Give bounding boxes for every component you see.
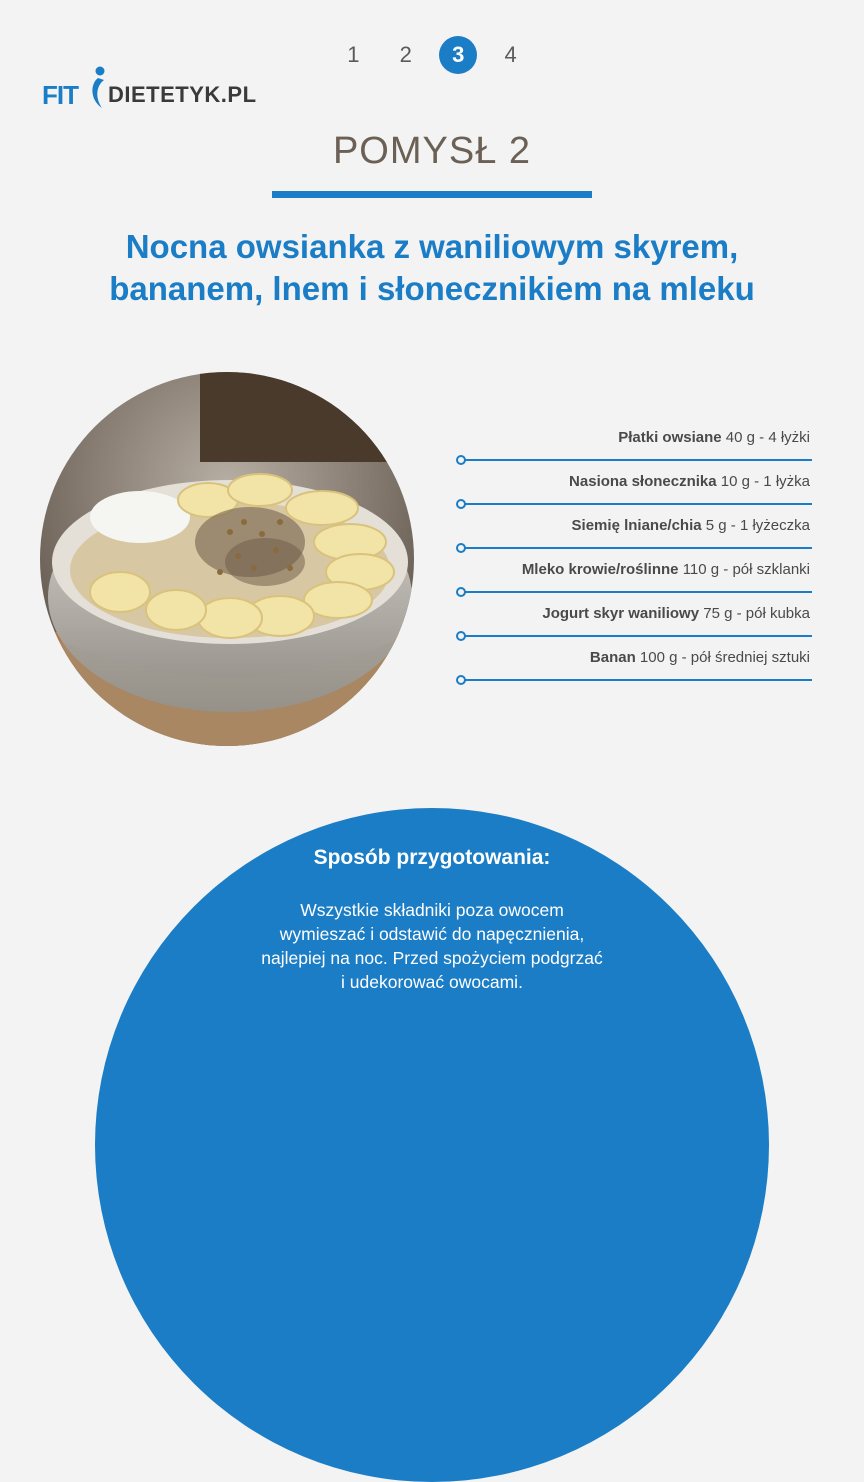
logo-dietetyk-text: DIETETYK.PL bbox=[108, 82, 257, 107]
ingredient-item bbox=[456, 508, 812, 552]
ingredients-list bbox=[456, 420, 812, 684]
ingredient-text bbox=[618, 429, 810, 446]
ingredient-divider bbox=[462, 547, 812, 549]
ingredient-item bbox=[456, 596, 812, 640]
ingredient-name: Siemię lniane/chia bbox=[571, 517, 702, 534]
page-2-button[interactable]: 2 bbox=[399, 42, 412, 67]
ingredient-divider bbox=[462, 679, 812, 681]
ingredient-divider bbox=[462, 459, 812, 461]
ingredient-text bbox=[522, 561, 810, 578]
ingredient-divider bbox=[462, 635, 812, 637]
preparation-text bbox=[222, 898, 642, 994]
ingredient-item bbox=[456, 552, 812, 596]
ingredient-text bbox=[572, 517, 810, 534]
ingredient-divider bbox=[462, 503, 812, 505]
preparation-title: Sposób przygotowania: bbox=[313, 846, 551, 869]
ingredient-name: Banan bbox=[589, 649, 636, 666]
page-4-button[interactable]: 4 bbox=[504, 42, 517, 67]
ingredient-amount: 100 g - pół średniej sztuki bbox=[639, 649, 810, 666]
preparation-line: Wszystkie składniki poza owocem bbox=[300, 900, 564, 920]
ingredient-item bbox=[456, 640, 812, 684]
ingredient-text bbox=[590, 649, 810, 666]
page-3-button-active[interactable]: 3 bbox=[439, 36, 477, 74]
ingredient-name: Płatki owsiane bbox=[618, 429, 722, 446]
ingredient-name: Nasiona słonecznika bbox=[569, 473, 717, 490]
recipe-title bbox=[40, 226, 824, 310]
ingredient-amount: 5 g - 1 łyżeczka bbox=[705, 517, 810, 534]
ingredient-name: Mleko krowie/roślinne bbox=[521, 561, 679, 578]
ingredient-amount: 75 g - pół kubka bbox=[703, 605, 810, 622]
recipe-title-line-2: bananem, lnem i słonecznikiem na mleku bbox=[109, 270, 755, 307]
bullet-dot-icon bbox=[456, 675, 466, 685]
ingredient-amount: 40 g - 4 łyżki bbox=[725, 429, 810, 446]
ingredient-text bbox=[569, 473, 810, 490]
heading-underline bbox=[272, 191, 592, 198]
ingredient-item bbox=[456, 420, 812, 464]
preparation-line: i udekorować owocami. bbox=[341, 972, 523, 992]
logo[interactable] bbox=[42, 64, 257, 110]
logo-fit-text: FIT bbox=[42, 80, 78, 110]
preparation-line: najlepiej na noc. Przed spożyciem podgrzać bbox=[261, 948, 603, 968]
ingredient-divider bbox=[462, 591, 812, 593]
ingredient-amount: 110 g - pół szklanki bbox=[682, 561, 810, 578]
page-1-button[interactable]: 1 bbox=[347, 42, 360, 67]
recipe-title-line-1: Nocna owsianka z waniliowym skyrem, bbox=[125, 228, 739, 265]
idea-heading: POMYSŁ 2 bbox=[332, 130, 532, 172]
preparation-line: wymieszać i odstawić do napęcznienia, bbox=[279, 924, 585, 944]
ingredient-text bbox=[542, 605, 810, 622]
ingredient-amount: 10 g - 1 łyżka bbox=[720, 473, 810, 490]
ingredient-name: Jogurt skyr waniliowy bbox=[542, 605, 700, 622]
ingredient-item bbox=[456, 464, 812, 508]
oatmeal-bowl-photo bbox=[40, 372, 414, 746]
